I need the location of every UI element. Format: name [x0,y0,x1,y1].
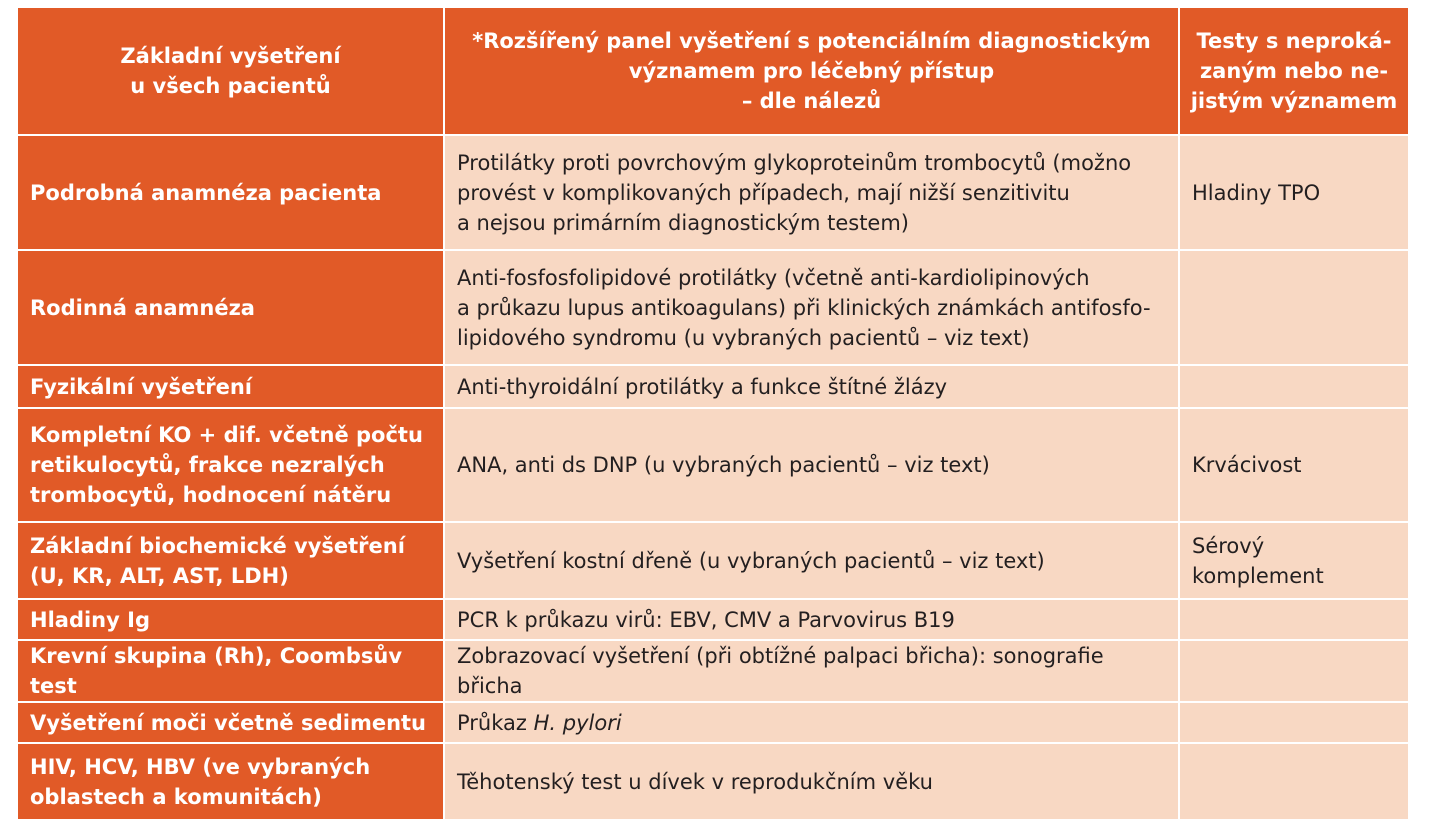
extended-exam-cell: PCR k průkazu virů: EBV, CMV a Parvovirus B19 [444,599,1179,640]
table-row [17,522,1409,599]
extended-exam-cell [444,702,1179,743]
examination-table [16,6,1410,821]
basic-exam-cell: Základní biochemické vyšetření (U, KR, ALT, AST, LDH) [17,522,444,599]
basic-exam-cell: Rodinná anamnéza [17,250,444,365]
table-row [17,640,1409,702]
extended-exam-cell: Těhotenský test u dívek v reprodukčním věku [444,743,1179,820]
unproven-test-cell: Sérový komplement [1179,522,1409,599]
extended-exam-cell: Anti-thyroidální protilátky a funkce štítné žlázy [444,365,1179,408]
unproven-test-cell: Hladiny TPO [1179,135,1409,250]
extended-exam-text: Průkaz [457,710,534,735]
basic-exam-cell: Hladiny Ig [17,599,444,640]
basic-exam-cell: HIV, HCV, HBV (ve vybraných oblastech a komunitách) [17,743,444,820]
unproven-test-cell: Krvácivost [1179,408,1409,522]
extended-exam-cell: Zobrazovací vyšetření (při obtížné palpaci břicha): sonografie břicha [444,640,1179,702]
table-row [17,365,1409,408]
header-row [17,7,1409,135]
unproven-test-cell [1179,250,1409,365]
header-extended-panel: *Rozšířený panel vyšetření s potenciálním diagnostickým významem pro léčebný přístup – dle nálezů [444,7,1179,135]
table-row [17,135,1409,250]
header-unproven-tests: Testy s neproká- zaným nebo ne- jistým významem [1179,7,1409,135]
table-row [17,408,1409,522]
basic-exam-cell: Vyšetření moči včetně sedimentu [17,702,444,743]
table-row [17,599,1409,640]
extended-exam-cell: Anti-fosfosfolipidové protilátky (včetně anti-kardiolipinových a průkazu lupus antikoagulans) při klinických známkách antifosfo- lipidového syndromu (u vybraných pacientů – viz text) [444,250,1179,365]
unproven-test-cell [1179,743,1409,820]
extended-exam-italic-text: H. pylori [533,710,622,735]
table-row [17,743,1409,820]
basic-exam-cell: Krevní skupina (Rh), Coombsův test [17,640,444,702]
basic-exam-cell: Podrobná anamnéza pacienta [17,135,444,250]
extended-exam-cell: Protilátky proti povrchovým glykoproteinům trombocytů (možno provést v komplikovaných případech, mají nižší senzitivitu a nejsou primárním diagnostickým testem) [444,135,1179,250]
unproven-test-cell [1179,702,1409,743]
extended-exam-cell: ANA, anti ds DNP (u vybraných pacientů – viz text) [444,408,1179,522]
unproven-test-cell [1179,365,1409,408]
header-basic-exams: Základní vyšetření u všech pacientů [17,7,444,135]
unproven-test-cell [1179,640,1409,702]
table-row [17,702,1409,743]
table-row [17,250,1409,365]
unproven-test-cell [1179,599,1409,640]
extended-exam-cell: Vyšetření kostní dřeně (u vybraných pacientů – viz text) [444,522,1179,599]
basic-exam-cell: Fyzikální vyšetření [17,365,444,408]
basic-exam-cell: Kompletní KO + dif. včetně počtu retikulocytů, frakce nezralých trombocytů, hodnocení nátěru [17,408,444,522]
